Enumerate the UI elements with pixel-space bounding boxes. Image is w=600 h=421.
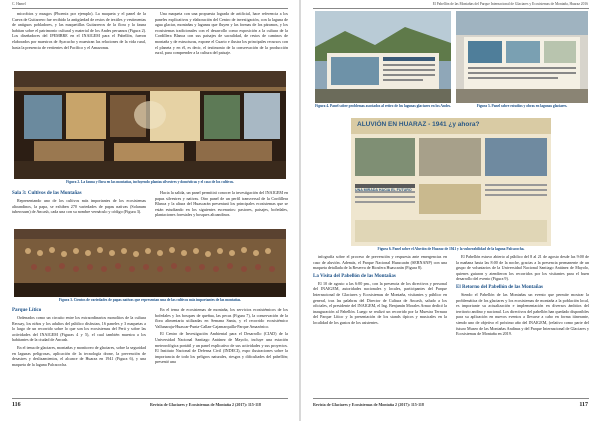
right-running-head: El Pabellón de las Montañas del Parque Internacional de Glaciares y Ecosistemas de Montaña, Huaraz 2016 bbox=[432, 2, 588, 6]
paragraph: Siendo el Pabellón de las Montañas un evento que permite mostrar la problemática de los glaciares y los ecosistemas de montaña a la población local, es importante su actualización e implementación en diversos ámbitos del territorio andino y nacional. Los directivos del pabellón han quedado disponibles para su aplicación en nuevos eventos a llevarse a cabo en forma itinerante, siendo uno de objetivo el próximo año del INAIGEM, (relativo como parte del futuro Museo de las Montañas Andinas y del Parque Internacional de Glaciares y Ecosistemas de Montaña en 2019. bbox=[456, 291, 589, 337]
paragraph: El Pabellón estuvo abierto al público del 8 al 21 de agosto desde las 9:00 de la mañana hasta las 8:00 de la noche, gracias a la presencia permanente de un grupo de voluntarios de la Universidad Nacional Santiago Antúnez de Mayolo, quienes guiaron y atendieron los recorridos por los visitantes para el buen desarrollo del evento (Figura 9). bbox=[456, 254, 589, 282]
museum-hall-illustration bbox=[14, 71, 286, 179]
section-heading-parque-litico: Parque Lítico bbox=[12, 308, 42, 313]
left-col1-middle bbox=[12, 188, 146, 217]
lagoon-panel-illustration bbox=[456, 11, 588, 103]
left-footer-rule bbox=[12, 398, 288, 399]
right-header-rule bbox=[313, 8, 589, 9]
poster-subtitle: UNA MIRADA HACIA EL FUTURO bbox=[355, 188, 412, 192]
potato-display-illustration bbox=[14, 229, 286, 297]
left-col2-middle bbox=[155, 190, 288, 220]
figure-4-photo bbox=[315, 11, 451, 103]
right-footer-journal: Revista de Glaciares y Ecosistemas de Montaña 2 (2017): 115-118 bbox=[313, 402, 424, 407]
paragraph: En el tema de glaciares, montañas y monitoreo de glaciares, sobre la seguridad en lagunas peligrosas, aplicación de la tecnología drone, la prevención de desastres y deslizamientos, el alcance de Huaraz en 1941 (Figura 6), y una maqueta de la laguna Palcacocha. bbox=[12, 344, 146, 367]
right-footer-rule bbox=[313, 398, 589, 399]
paragraph: Ordenados como un circuito entre los extraordinarios monolitos de la cultura Recuay, los niños y los adultos del público disfrutan, 16 paneles y 3 maquetas a lo largo de un recorrido sobre lo que son los ecosistemas del Perú y sobre las actividades del INAIGEM (Figuras 4 y 5), el cual también muestra a los habitantes de la ciudad de Ancash. bbox=[12, 315, 146, 343]
figure-5-photo bbox=[456, 11, 588, 103]
paragraph: Representando uno de los cultivos más importantes de los ecosistemas altoandinos, la papa, se exhiben 270 variedades de papas nativas (Solanum tuberosum) de Ancash, cada una con su nombre vernáculo y código (Figura 3). bbox=[12, 198, 146, 215]
paragraph: microbios y musgos (Phoenix por ejemplo). La maqueta y el panel de la Cueva de Guitarrero fue recibido la antigüedad de restos de textiles y vestimentas de antiguos pobladores, y las maquetillas Guitarreros de la flora y la fauna habitan sobre el patrimonio cultural y material de los Andes peruanos (Figura 2). Los diseñadores del IPEMBRE en el INAIGEM para el Pabellón, fueron elaborados por maestros de Ayacucho y muestran las relaciones de la vida rural, hasta la presencia de vertientes del Pacífico y el Amazonas. bbox=[12, 11, 146, 50]
figure-6-poster bbox=[351, 118, 551, 246]
poster-title: ALUVIÓN EN HUARAZ - 1941 ¿y ahora? bbox=[357, 121, 480, 128]
left-col1-bottom bbox=[12, 305, 146, 369]
right-page bbox=[301, 0, 600, 421]
section-heading-visita: La Visita del Pabellón de las Montañas bbox=[313, 273, 396, 279]
section-heading-sala-3: Sala 3: Cultivos de las Montañas bbox=[12, 191, 82, 196]
left-page-number: 116 bbox=[12, 402, 21, 408]
paragraph: Hacia la salida, un panel permitirá conocer la investigación del INAIGEM en papas silvestres y nativas. Otro panel de un perfil transversal de la Cordillera Blanca y la altura del Huascarán presentará los principales ecosistemas que se están estudiando en los siguientes escenarios: pastores, paisajes, bofedales, plantaciones forestales y bosques altoandinos. bbox=[155, 190, 288, 218]
left-footer-journal: Revista de Glaciares y Ecosistemas de Montaña 2 (2017): 115-118 bbox=[150, 402, 261, 407]
paragraph: infografía sobre el proceso de prevención y respuesta ante emergencias en caso de aluvión. Además, el Parque Nacional Huascarán (SERNANP) con una maqueta detallada de la Reserva de Biosfera Huascarán (Figura 8). bbox=[313, 254, 447, 271]
paragraph: El 10 de agosto a las 6:00 pm., con la presencia de los directivos y personal del INAIGEM, autoridades nacionales y locales, participantes del Parque Internacional de Glaciares y Ecosistemas de Montaña, visitantes y público en general, tras las palabras del Director de Cultura de Ancash, saludo a los oficiales, el presidente del INAIGEM, el Ing. Benjamín Morales Arnao dedicó la inauguración al Pabellón. Luego se realizó un recorrido por la Muestra Ternura del Parque Lítico y la presentación de los stands típicos y musicales en la localidad de los gustos de los asistentes. bbox=[313, 280, 447, 325]
paragraph: En el tema de ecosistemas de montaña, los servicios ecosistémicos de los bofedales y los bosques de queñua, las pecas (Figura 7), la conservación de la flora alimentaria utilizadas en Semana Santa, y el recorrido ecosistémico Vallunaraju-Huascar-Punta-Callan-Cajamarquilla-Parque Amazónico. bbox=[155, 307, 288, 329]
figure-6-caption: Figura 6. Panel sobre el Aluvión de Huaraz de 1941 y la vulnerabilidad de la laguna Palcacocha. bbox=[377, 247, 525, 251]
figure-2-caption: Figura 2. La fauna y flora en las montañas, incluyendo plantas silvestres y domésticas y el caso de los cultivos. bbox=[66, 180, 234, 184]
left-header-rule bbox=[12, 8, 288, 9]
figure-2-photo bbox=[14, 71, 286, 179]
figure-4-caption: Figura 4. Panel sobre problemas asociados al retiro de los lagunas glaciares en los Andes. bbox=[315, 104, 451, 108]
left-col2-bottom bbox=[155, 307, 288, 367]
left-col2-top bbox=[155, 11, 288, 58]
right-page-number: 117 bbox=[579, 402, 588, 408]
left-running-head: C. Hamel bbox=[12, 2, 26, 6]
left-col1-top bbox=[12, 11, 146, 52]
right-col1 bbox=[313, 254, 447, 328]
right-col2 bbox=[456, 254, 589, 339]
figure-5-caption: Figura 5. Panel sobre estudios y obras en lagunas glaciares. bbox=[476, 104, 568, 108]
figure-3-caption: Figura 3. Cientos de variedades de papas nativas que representan una de las cultivos más importantes de las montañas. bbox=[58, 298, 242, 302]
paragraph: El Centro de Investigación Ambiental para el Desarrollo (CIAD) de la Universidad Nacional Santiago Antúnez de Mayolo, incluye una estación meteorológica portátil y un panel explicativo de sus actividades y sus proyectos. El Instituto Nacional de Defensa Civil (INDECI), expo ilustraciones sobre la importancia de todo los peligros naturales, riesgos y dificultades del pabellón; presentó una bbox=[155, 331, 288, 365]
paragraph: Una maqueta con una propuesta lograda de artificial, hace referencia a los paneles explicativos y elaboración del Centro de investigación, con la laguna de agua glaciar, montañas y lagunas que fluyen y las formas de los páramos, y los ecosistemas tradicionales con el desarrollo como exposición a la cultura de la Cordillera Blanca con sus paisajes de sacralidad, de restos de caminos de montaña y de estructuras, expone el Cuarto e ilustra los principales recursos con el planeta y en él, es decir, el testimonio de la conservación de la producción rural, para comprender a la cultura del paisaje. bbox=[155, 11, 288, 56]
outdoor-panel-illustration bbox=[315, 11, 451, 103]
section-heading-retorno: El Retorno del Pabellón de las Montañas bbox=[456, 284, 543, 290]
left-page bbox=[0, 0, 299, 421]
figure-3-photo bbox=[14, 229, 286, 297]
